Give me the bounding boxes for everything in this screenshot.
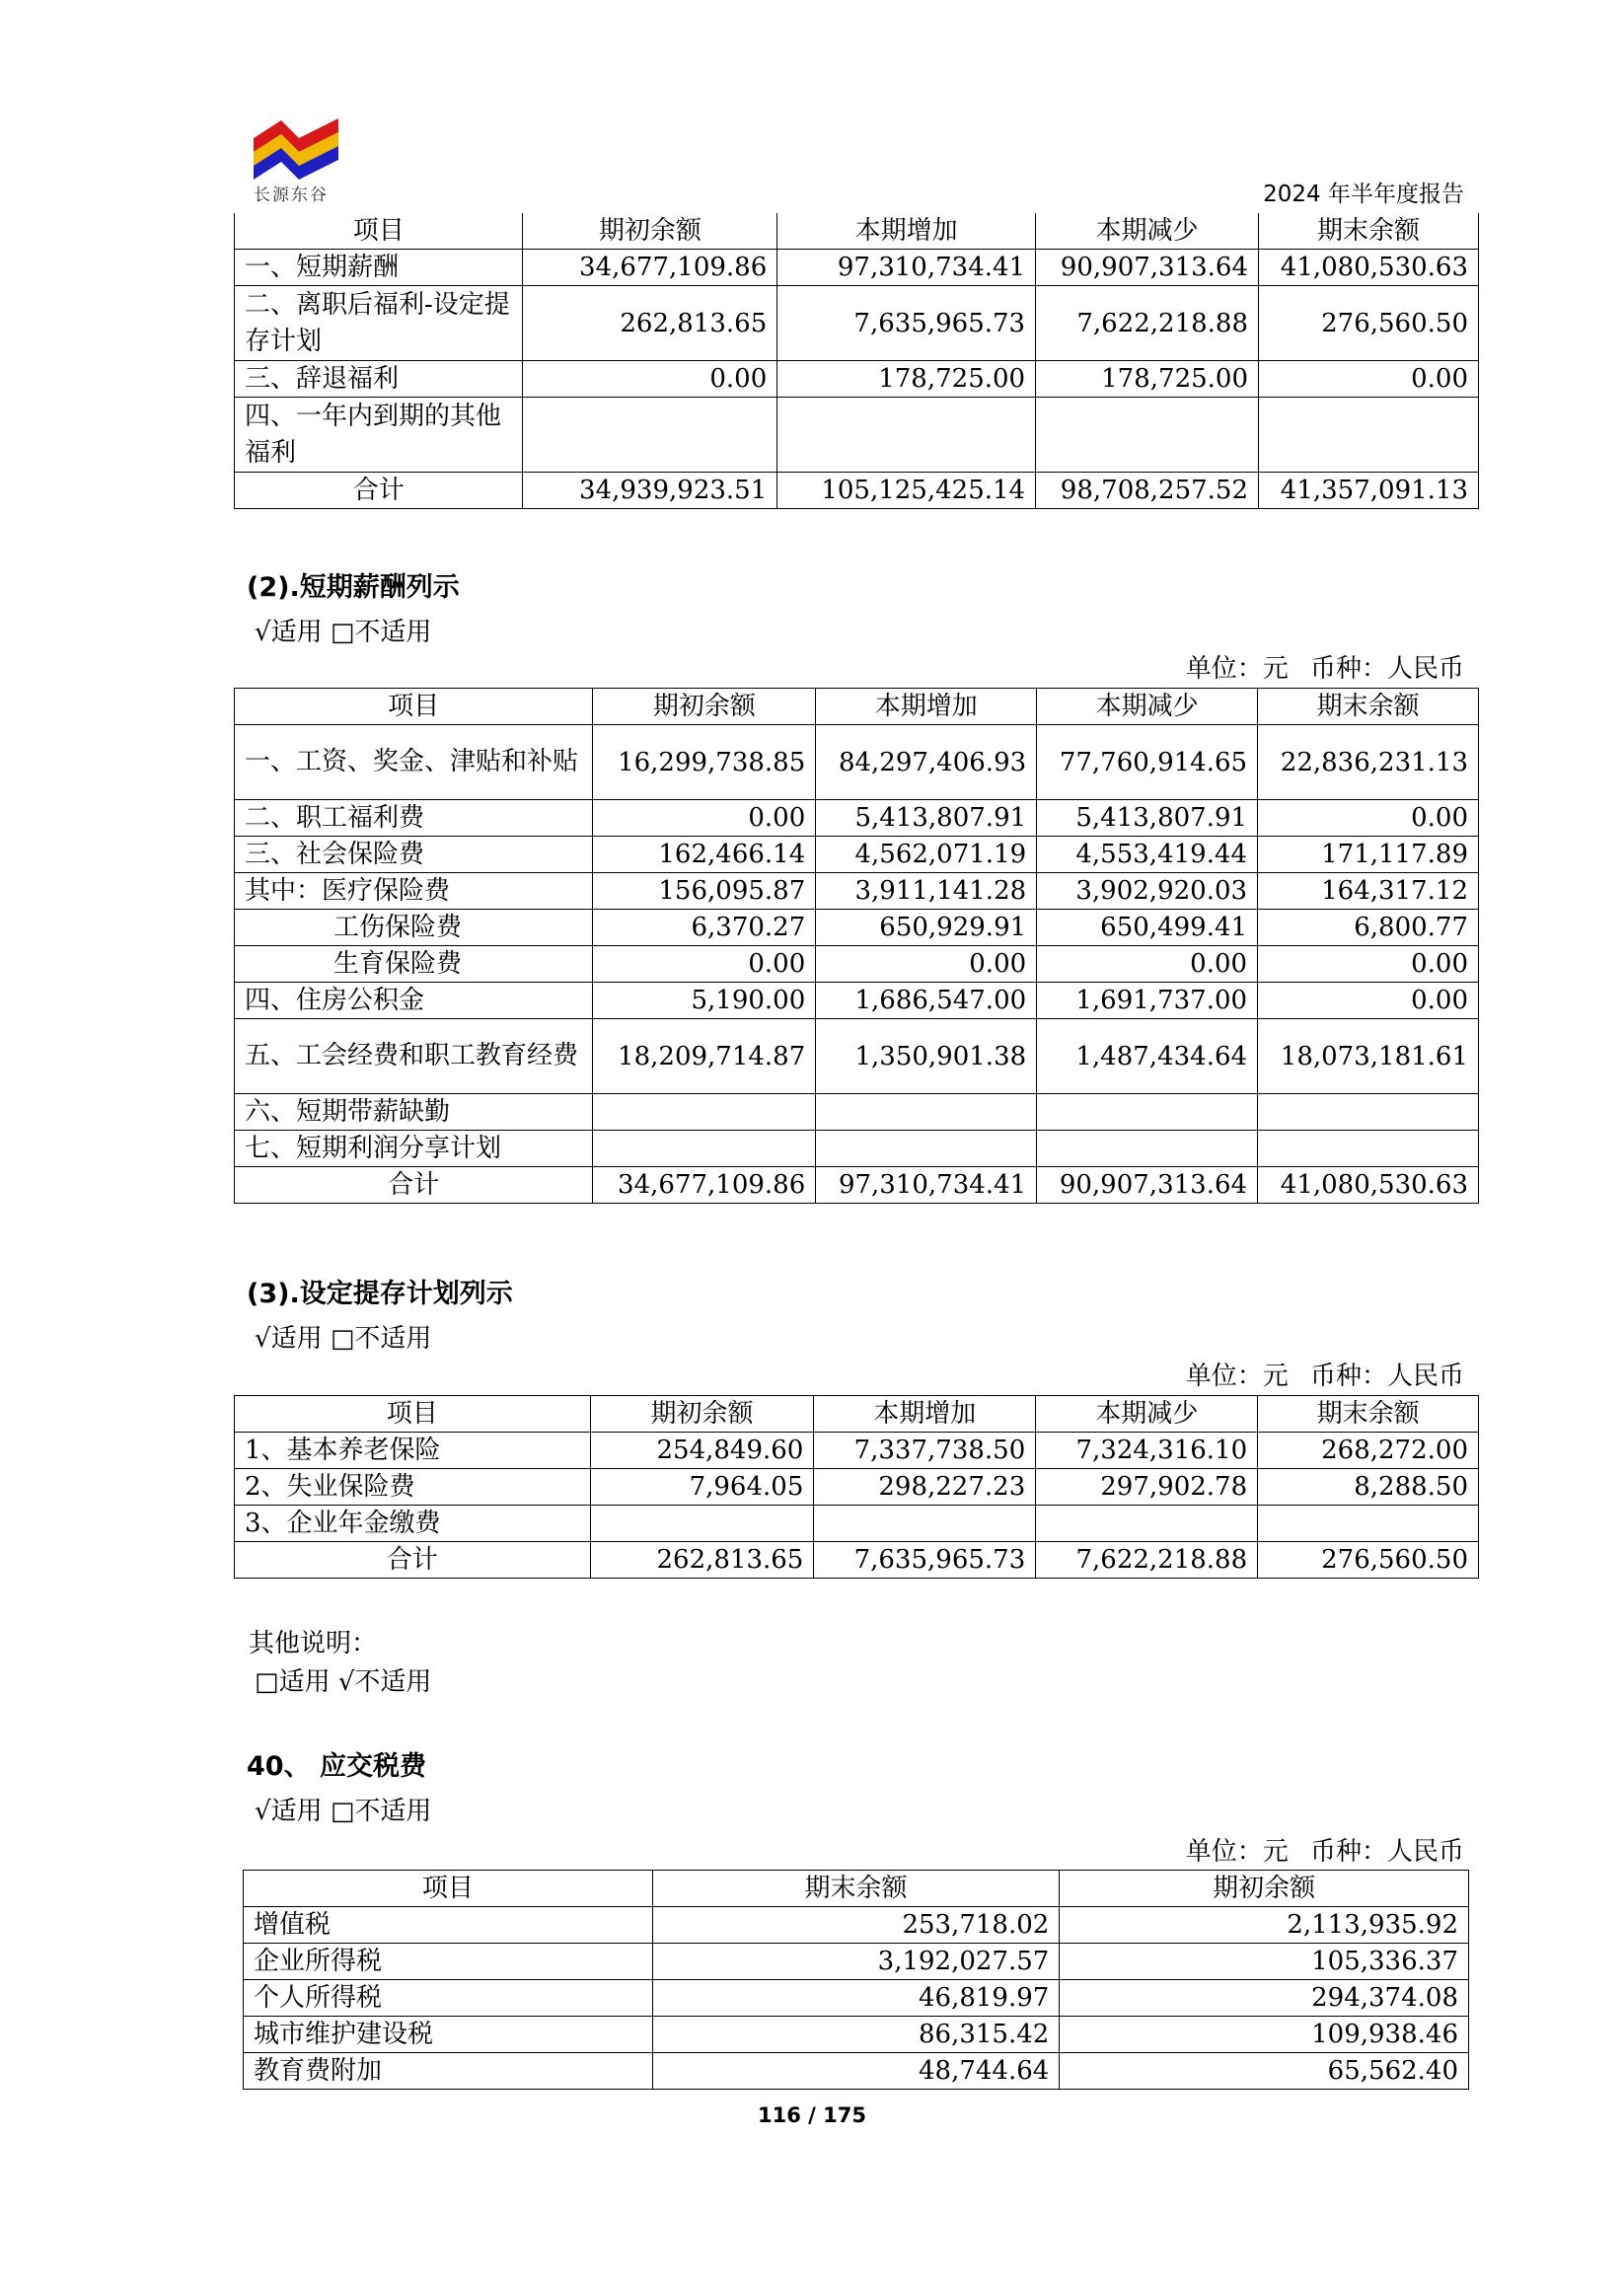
row-label: 合计 (235, 473, 523, 509)
table-row (244, 1980, 1469, 2017)
cell-value: 650,929.91 (816, 910, 1037, 946)
row-label: 七、短期利润分享计划 (235, 1131, 593, 1167)
table-row (235, 1469, 1479, 1506)
cell-value: 65,562.40 (1060, 2053, 1469, 2090)
cell-value (1036, 1506, 1258, 1542)
row-label: 二、离职后福利-设定提存计划 (235, 286, 523, 361)
cell-value: 4,562,071.19 (816, 837, 1037, 873)
table-row (235, 873, 1479, 910)
column-header: 本期增加 (814, 1396, 1036, 1433)
cell-value: 254,849.60 (590, 1433, 814, 1469)
cell-value: 6,800.77 (1258, 910, 1479, 946)
cell-value: 5,413,807.91 (816, 800, 1037, 837)
cell-value: 46,819.97 (652, 1980, 1060, 2017)
row-label: 六、短期带薪缺勤 (235, 1094, 593, 1131)
report-title: 2024 年半年度报告 (1263, 182, 1464, 207)
unit-note: 单位：元 币种：人民币 (1185, 654, 1464, 684)
cell-value (593, 1094, 816, 1131)
cell-value: 0.00 (593, 800, 816, 837)
table-row (235, 946, 1479, 983)
table-header-row (235, 213, 1479, 250)
cell-value: 34,677,109.86 (593, 1167, 816, 1204)
cell-value: 297,902.78 (1036, 1469, 1258, 1506)
cell-value: 162,466.14 (593, 837, 816, 873)
cell-value: 1,691,737.00 (1037, 983, 1258, 1019)
cell-value: 5,190.00 (593, 983, 816, 1019)
cell-value: 0.00 (1037, 946, 1258, 983)
row-label: 增值税 (244, 1907, 653, 1944)
row-label: 工伤保险费 (235, 910, 593, 946)
cell-value: 7,622,218.88 (1036, 1542, 1258, 1579)
cell-value: 178,725.00 (777, 361, 1036, 398)
section-title: (3).设定提存计划列示 (247, 1279, 513, 1309)
row-label: 合计 (235, 1167, 593, 1204)
column-header: 本期增加 (777, 213, 1036, 250)
row-label: 一、短期薪酬 (235, 250, 523, 286)
cell-value (1258, 1506, 1479, 1542)
cell-value (1037, 1131, 1258, 1167)
row-label: 企业所得税 (244, 1944, 653, 1980)
cell-value: 298,227.23 (814, 1469, 1036, 1506)
cell-value: 41,080,530.63 (1258, 1167, 1479, 1204)
cell-value (1258, 1131, 1479, 1167)
column-header: 项目 (235, 213, 523, 250)
row-label: 二、职工福利费 (235, 800, 593, 837)
cell-value: 18,073,181.61 (1258, 1019, 1479, 1094)
column-header: 期初余额 (1060, 1871, 1469, 1907)
cell-value: 41,357,091.13 (1259, 473, 1479, 509)
cell-value: 262,813.65 (590, 1542, 814, 1579)
table-row (244, 1944, 1469, 1980)
cell-value: 0.00 (1258, 983, 1479, 1019)
cell-value: 109,938.46 (1060, 2017, 1469, 2053)
table-row (235, 1094, 1479, 1131)
cell-value: 276,560.50 (1259, 286, 1479, 361)
applicability-note: √适用 □不适用 (255, 618, 432, 647)
row-label: 五、工会经费和职工教育经费 (235, 1019, 593, 1094)
cell-value (816, 1131, 1037, 1167)
cell-value (523, 398, 777, 473)
row-label: 1、基本养老保险 (235, 1433, 591, 1469)
row-label: 合计 (235, 1542, 591, 1579)
cell-value: 7,622,218.88 (1036, 286, 1259, 361)
table-row (235, 286, 1479, 361)
cell-value: 276,560.50 (1258, 1542, 1479, 1579)
cell-value: 22,836,231.13 (1258, 725, 1479, 800)
column-header: 期末余额 (1259, 213, 1479, 250)
cell-value: 18,209,714.87 (593, 1019, 816, 1094)
cell-value: 8,288.50 (1258, 1469, 1479, 1506)
row-label: 四、一年内到期的其他福利 (235, 398, 523, 473)
cell-value: 7,635,965.73 (814, 1542, 1036, 1579)
applicability-note: √适用 □不适用 (255, 1324, 432, 1354)
table-row (235, 398, 1479, 473)
cell-value: 77,760,914.65 (1037, 725, 1258, 800)
cell-value: 1,487,434.64 (1037, 1019, 1258, 1094)
table-row (235, 800, 1479, 837)
row-label: 其中：医疗保险费 (235, 873, 593, 910)
table-row (244, 1907, 1469, 1944)
column-header: 本期增加 (816, 689, 1037, 725)
cell-value: 0.00 (593, 946, 816, 983)
table-row (244, 2053, 1469, 2090)
cell-value: 650,499.41 (1037, 910, 1258, 946)
column-header: 项目 (235, 689, 593, 725)
cell-value: 5,413,807.91 (1037, 800, 1258, 837)
row-label: 3、企业年金缴费 (235, 1506, 591, 1542)
applicability-note: □适用 √不适用 (255, 1667, 432, 1697)
cell-value: 86,315.42 (652, 2017, 1060, 2053)
cell-value: 0.00 (816, 946, 1037, 983)
cell-value: 164,317.12 (1258, 873, 1479, 910)
cell-value: 171,117.89 (1258, 837, 1479, 873)
defined-contribution-table (234, 1395, 1479, 1579)
cell-value (590, 1506, 814, 1542)
cell-value: 3,192,027.57 (652, 1944, 1060, 1980)
row-label: 个人所得税 (244, 1980, 653, 2017)
row-label: 教育费附加 (244, 2053, 653, 2090)
table-row (235, 1433, 1479, 1469)
cell-value: 7,964.05 (590, 1469, 814, 1506)
table-row (235, 1019, 1479, 1094)
cell-value: 7,337,738.50 (814, 1433, 1036, 1469)
cell-value: 34,939,923.51 (523, 473, 777, 509)
cell-value: 97,310,734.41 (816, 1167, 1037, 1204)
section-title: (2).短期薪酬列示 (247, 572, 460, 603)
cell-value: 90,907,313.64 (1036, 250, 1259, 286)
table-row (244, 2017, 1469, 2053)
cell-value: 41,080,530.63 (1259, 250, 1479, 286)
table-total-row (235, 1542, 1479, 1579)
cell-value: 1,350,901.38 (816, 1019, 1037, 1094)
cell-value: 98,708,257.52 (1036, 473, 1259, 509)
column-header: 期初余额 (593, 689, 816, 725)
column-header: 期初余额 (523, 213, 777, 250)
cell-value: 90,907,313.64 (1037, 1167, 1258, 1204)
cell-value: 34,677,109.86 (523, 250, 777, 286)
cell-value: 0.00 (1258, 946, 1479, 983)
column-header: 本期减少 (1036, 213, 1259, 250)
cell-value: 3,911,141.28 (816, 873, 1037, 910)
row-label: 四、住房公积金 (235, 983, 593, 1019)
cell-value: 16,299,738.85 (593, 725, 816, 800)
column-header: 期初余额 (590, 1396, 814, 1433)
column-header: 期末余额 (1258, 689, 1479, 725)
table-row (235, 837, 1479, 873)
page-number: 116 / 175 (758, 2103, 866, 2127)
row-label: 城市维护建设税 (244, 2017, 653, 2053)
table-row (235, 910, 1479, 946)
other-notes-title: 其他说明： (249, 1629, 378, 1658)
column-header: 期末余额 (1258, 1396, 1479, 1433)
table-total-row (235, 473, 1479, 509)
row-label: 三、辞退福利 (235, 361, 523, 398)
cell-value: 0.00 (1258, 800, 1479, 837)
short-term-compensation-table (234, 688, 1479, 1204)
column-header: 本期减少 (1037, 689, 1258, 725)
column-header: 项目 (244, 1871, 653, 1907)
cell-value: 1,686,547.00 (816, 983, 1037, 1019)
employee-compensation-table (234, 213, 1479, 509)
cell-value: 7,324,316.10 (1036, 1433, 1258, 1469)
table-row (235, 250, 1479, 286)
cell-value: 6,370.27 (593, 910, 816, 946)
table-header-row (244, 1871, 1469, 1907)
table-row (235, 361, 1479, 398)
column-header: 期末余额 (652, 1871, 1060, 1907)
table-total-row (235, 1167, 1479, 1204)
cell-value (814, 1506, 1036, 1542)
logo-text: 长源东谷 (254, 185, 329, 205)
applicability-note: √适用 □不适用 (255, 1797, 432, 1826)
cell-value: 48,744.64 (652, 2053, 1060, 2090)
column-header: 项目 (235, 1396, 591, 1433)
cell-value: 3,902,920.03 (1037, 873, 1258, 910)
column-header: 本期减少 (1036, 1396, 1258, 1433)
cell-value: 84,297,406.93 (816, 725, 1037, 800)
table-row (235, 725, 1479, 800)
unit-note: 单位：元 币种：人民币 (1185, 1837, 1464, 1867)
table-row (235, 983, 1479, 1019)
row-label: 三、社会保险费 (235, 837, 593, 873)
cell-value: 178,725.00 (1036, 361, 1259, 398)
section-title: 40、 应交税费 (247, 1751, 426, 1782)
cell-value (1259, 398, 1479, 473)
table-header-row (235, 1396, 1479, 1433)
cell-value: 253,718.02 (652, 1907, 1060, 1944)
cell-value (1036, 398, 1259, 473)
cell-value: 156,095.87 (593, 873, 816, 910)
cell-value (1037, 1094, 1258, 1131)
row-label: 一、工资、奖金、津贴和补贴 (235, 725, 593, 800)
table-row (235, 1131, 1479, 1167)
cell-value: 294,374.08 (1060, 1980, 1469, 2017)
unit-note: 单位：元 币种：人民币 (1185, 1362, 1464, 1391)
cell-value: 262,813.65 (523, 286, 777, 361)
table-row (235, 1506, 1479, 1542)
row-label: 生育保险费 (235, 946, 593, 983)
cell-value: 268,272.00 (1258, 1433, 1479, 1469)
cell-value (777, 398, 1036, 473)
cell-value: 4,553,419.44 (1037, 837, 1258, 873)
cell-value (816, 1094, 1037, 1131)
row-label: 2、失业保险费 (235, 1469, 591, 1506)
cell-value (1258, 1094, 1479, 1131)
cell-value: 97,310,734.41 (777, 250, 1036, 286)
cell-value: 105,125,425.14 (777, 473, 1036, 509)
cell-value: 2,113,935.92 (1060, 1907, 1469, 1944)
taxes-payable-table (243, 1870, 1469, 2090)
cell-value: 7,635,965.73 (777, 286, 1036, 361)
cell-value: 0.00 (523, 361, 777, 398)
cell-value (593, 1131, 816, 1167)
cell-value: 105,336.37 (1060, 1944, 1469, 1980)
table-header-row (235, 689, 1479, 725)
cell-value: 0.00 (1259, 361, 1479, 398)
